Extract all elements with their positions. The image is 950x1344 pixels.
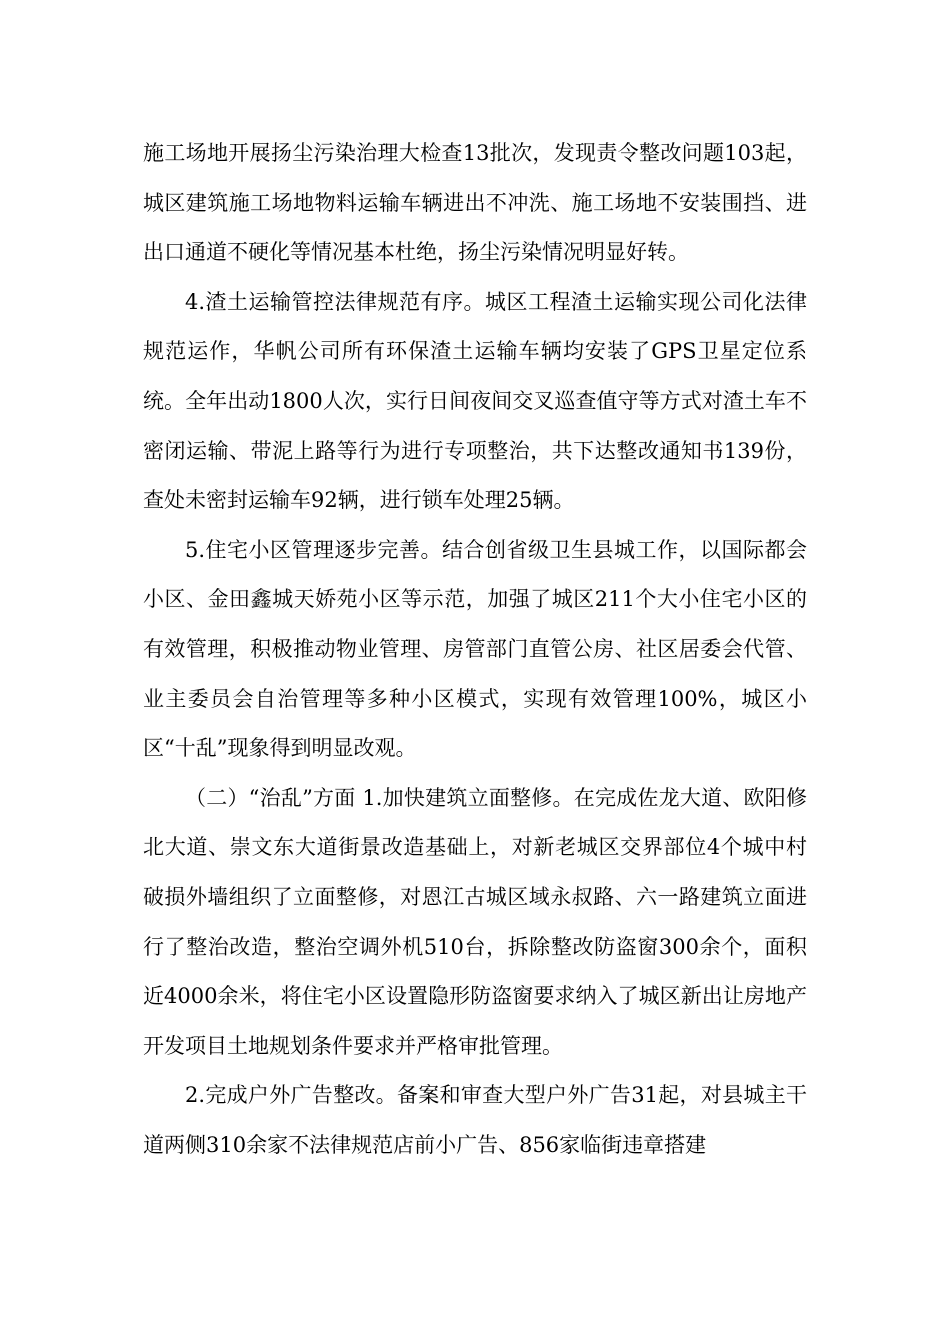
paragraph-residential-management: 5.住宅小区管理逐步完善。结合创省级卫生县城工作，以国际都会小区、金田鑫城天娇苑小区等示范，加强了城区211个大小住宅小区的有效管理，积极推动物业管理、房管部门直管公房、社区居委会代管、业主委员会自治管理等多种小区模式，实现有效管理100%，城区小区“十乱”现象得到明显改观。 — [143, 537, 807, 761]
paragraph-outdoor-advertising: 2.完成户外广告整改。备案和审查大型户外广告31起，对县城主干道两侧310余家不法律规范店前小广告、856家临街违章搭建 — [143, 1083, 807, 1157]
paragraph-building-facade: （二）“治乱”方面 1.加快建筑立面整修。在完成佐龙大道、欧阳修北大道、崇文东大道街景改造基础上，对新老城区交界部位4个城中村破损外墙组织了立面整修，对恩江古城区域永叔路、六一路建筑立面进行了整治改造，整治空调外机510台，拆除整改防盗窗300余个，面积近4000余米，将住宅小区设置隐形防盗窗要求纳入了城区新出让房地产开发项目土地规划条件要求并严格审批管理。 — [143, 785, 807, 1058]
document-body — [143, 129, 807, 1170]
paragraph-muck-transport: 4.渣土运输管控法律规范有序。城区工程渣土运输实现公司化法律规范运作，华帆公司所有环保渣土运输车辆均安装了GPS卫星定位系统。全年出动1800人次，实行日间夜间交叉巡查值守等方式对渣土车不密闭运输、带泥上路等行为进行专项整治，共下达整改通知书139份，查处未密封运输车92辆，进行锁车处理25辆。 — [143, 289, 807, 513]
paragraph-dust-inspection: 施工场地开展扬尘污染治理大检查13批次，发现责令整改问题103起，城区建筑施工场地物料运输车辆进出不冲洗、施工场地不安装围挡、进出口通道不硬化等情况基本杜绝，扬尘污染情况明显好转。 — [143, 141, 807, 265]
